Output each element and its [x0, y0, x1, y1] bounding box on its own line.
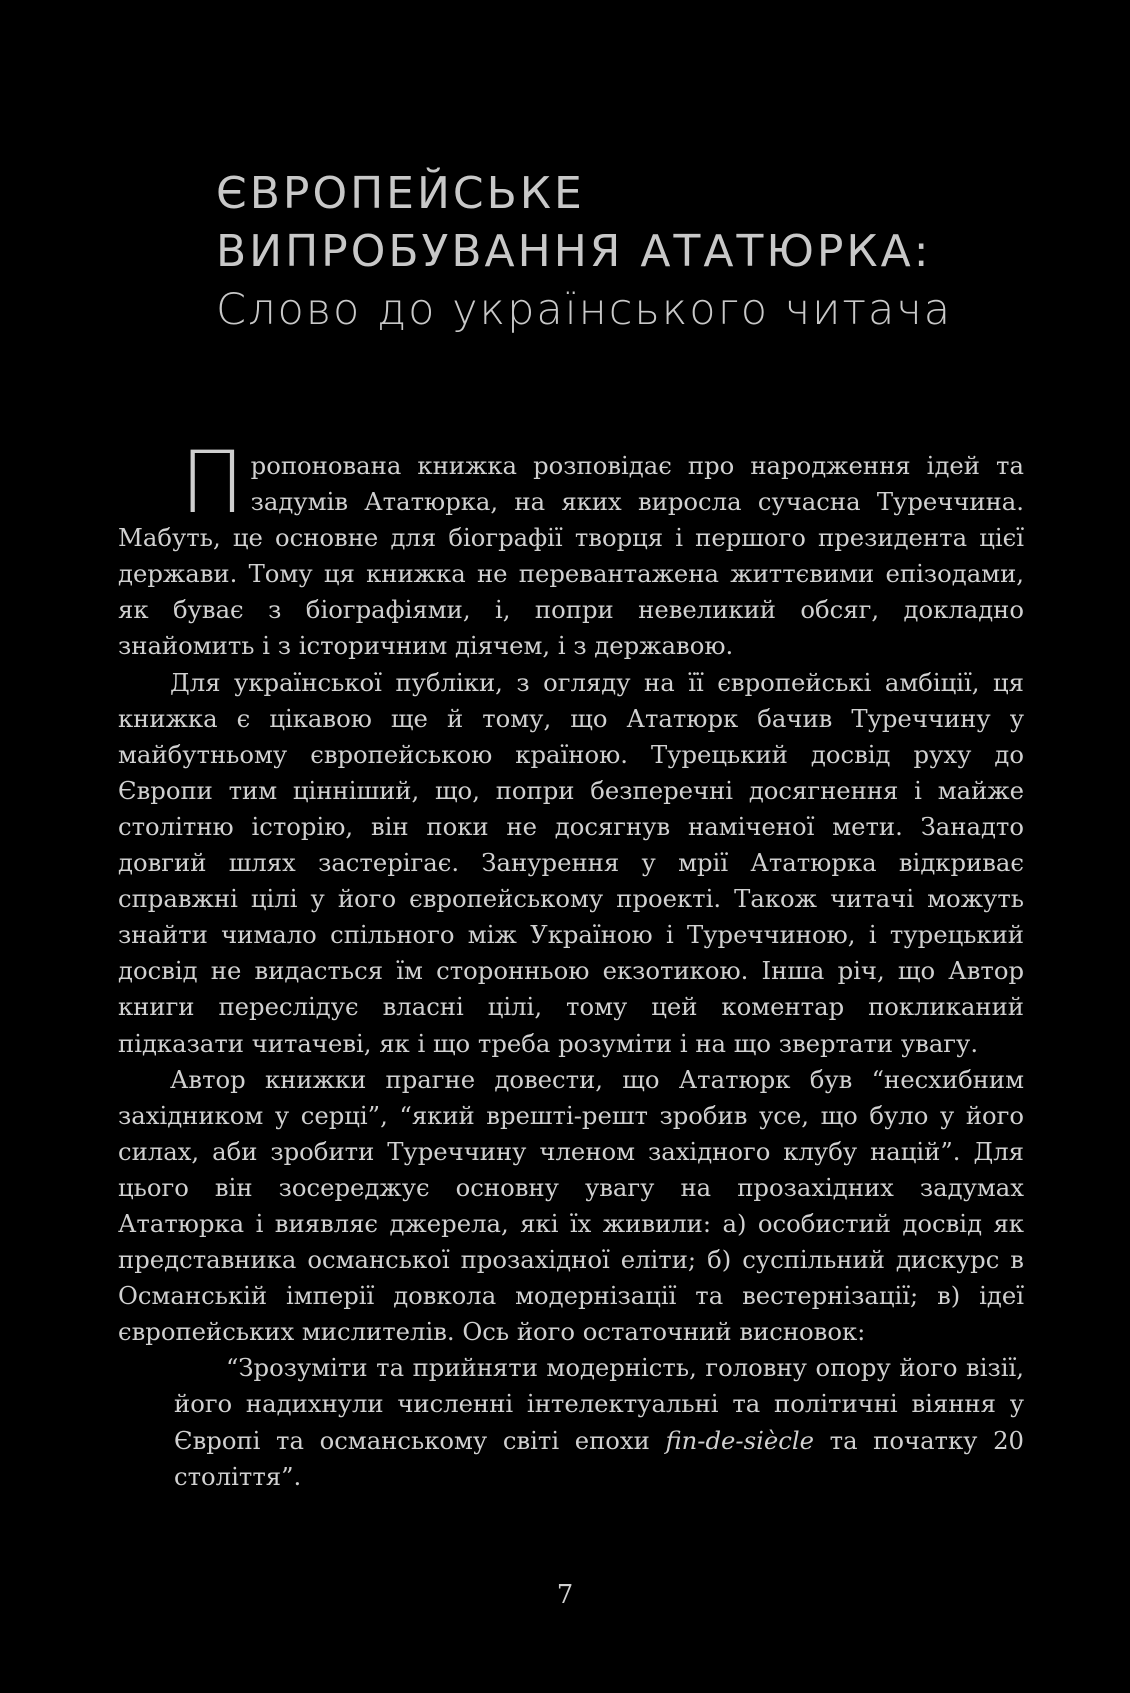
heading-line-2: ВИПРОБУВАННЯ АТАТЮРКА: [216, 226, 932, 277]
paragraph-2: Для української публіки, з огляду на її європейські амбіції, ця книжка є цікавою ще й тому, що Ататюрк бачив Туреччину у майбутньому європейською країною. Турецький досвід руху до Європи тим цінніший, що, попри безперечні досягнення і майже столітню історію, він поки не досягнув наміченої мети. Занадто довгий шлях застерігає. Занурення у мрії Ататюрка відкриває справжні цілі у його європейському проекті. Також читачі можуть знайти чимало спільного між Україною і Туреччиною, і турецький досвід не видасться їм сторонньою екзотикою. Інша річ, що Автор книги переслідує власні цілі, тому цей коментар покликаний підказати читачеві, як і що треба розуміти і на що звертати увагу. [118, 667, 1024, 1058]
block-quote [174, 1350, 1024, 1494]
drop-cap: П [180, 433, 245, 533]
paragraph-3: Автор книжки прагне довести, що Ататюрк був “несхибним західником у серці”, “який врешті-решт зробив усе, що було у його силах, аби зробити Туреччину членом західного клубу націй”. Для цього він зосереджує основну увагу на прозахідних задумах Ататюрка і виявляє джерела, які їх живили: а) особистий досвід як представника османської прозахідної еліти; б) суспільний дискурс в Османській імперії довкола модернізації та вестернізації; в) ідеї європейських мислителів. Ось його остаточний висновок: [118, 1064, 1024, 1347]
body-text [118, 433, 1025, 1495]
paragraph-1 [118, 433, 1024, 665]
heading-line-1: ЄВРОПЕЙСЬКЕ [216, 168, 585, 219]
quote-italic-term: fin-de-siècle [665, 1425, 815, 1455]
page-number: 7 [556, 1580, 574, 1610]
quote-text-start: “Зрозуміти та прийняти модерність, головну опору його візії, його надихнули численні інтелектуальні та політичні віяння у Європі та османському світі епохи [174, 1353, 1024, 1455]
quote-text-end: та початку 20 століття”. [174, 1425, 1025, 1491]
heading-subtitle: Слово до українського читача [216, 285, 953, 335]
chapter-heading [216, 165, 1036, 339]
paragraph-1-text: ропонована книжка розповідає про народження ідей та задумів Ататюрка, на яких виросла сучасна Туреччина. Мабуть, це основне для біографії творця і першого президента цієї держави. Тому ця книжка не перевантажена життєвими епізодами, як буває з біографіями, і, попри невеликий обсяг, докладно знайомить і з історичним діячем, і з державою. [118, 451, 1024, 661]
